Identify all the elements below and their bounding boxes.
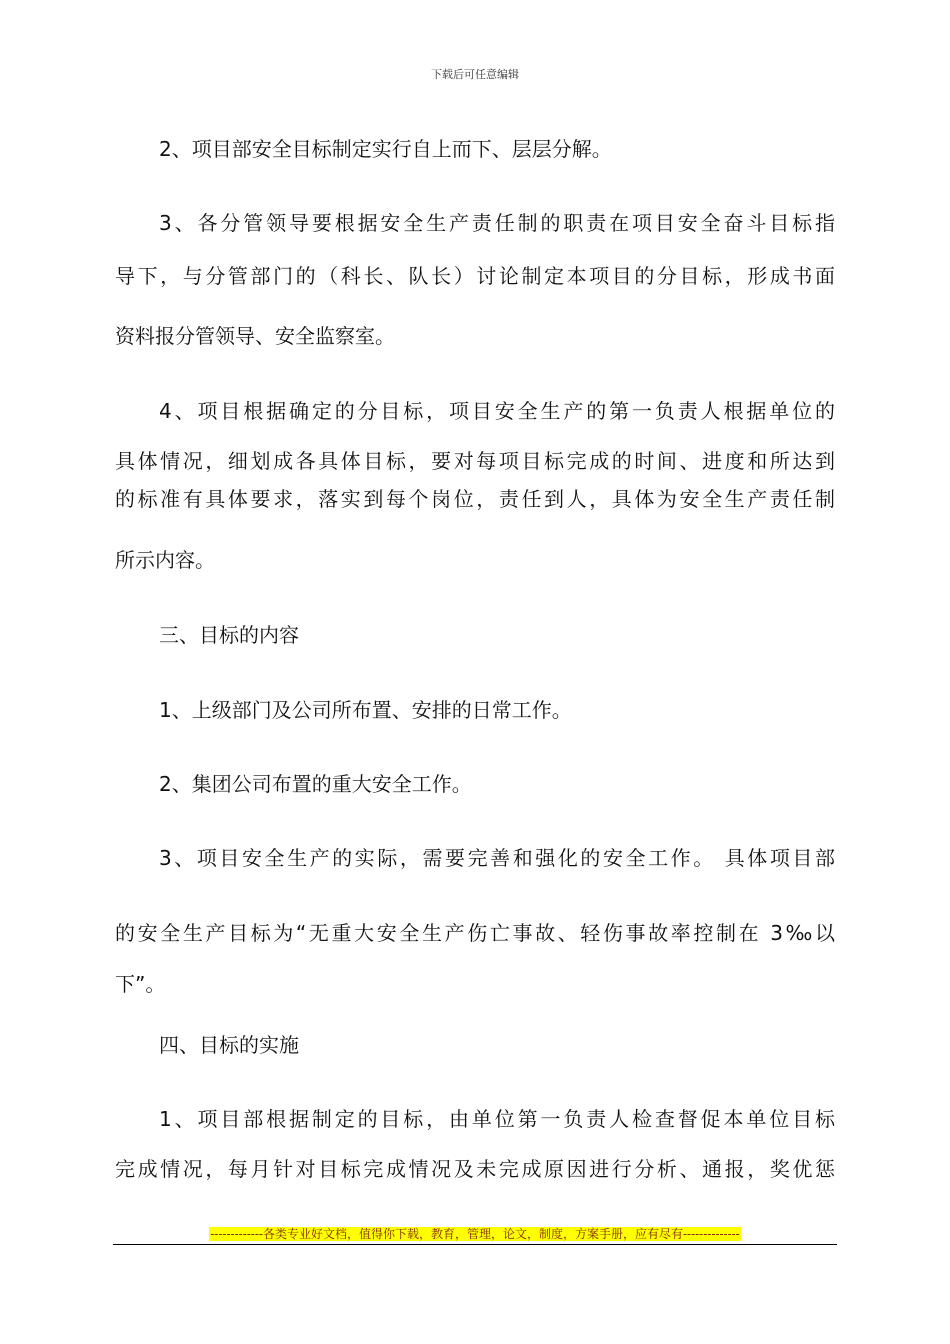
paragraph-line: 2、集团公司布置的重大安全工作。 bbox=[159, 772, 472, 796]
paragraph-line: 所示内容。 bbox=[115, 548, 215, 572]
paragraph-line: 2、项目部安全目标制定实行自上而下、层层分解。 bbox=[159, 137, 612, 161]
footer-divider bbox=[113, 1244, 837, 1245]
paragraph-line: 4、项目根据确定的分目标，项目安全生产的第一负责人根据单位的 bbox=[159, 399, 835, 423]
paragraph-line: 1、项目部根据制定的目标，由单位第一负责人检查督促本单位目标 bbox=[159, 1107, 835, 1131]
paragraph-line: 完成情况，每月针对目标完成情况及未完成原因进行分析、通报，奖优惩 bbox=[115, 1157, 835, 1181]
footer-banner bbox=[0, 1226, 950, 1242]
paragraph-line: 1、上级部门及公司所布置、安排的日常工作。 bbox=[159, 698, 572, 722]
paragraph-line: 下”。 bbox=[115, 972, 166, 996]
paragraph-line: 的标准有具体要求，落实到每个岗位，责任到人，具体为安全生产责任制 bbox=[115, 487, 835, 511]
paragraph-line: 的安全生产目标为“无重大安全生产伤亡事故、轻伤事故率控制在 3‰以 bbox=[115, 921, 835, 945]
header-note: 下载后可任意编辑 bbox=[431, 68, 519, 81]
paragraph-line: 导下，与分管部门的（科长、队长）讨论制定本项目的分目标，形成书面 bbox=[115, 264, 835, 288]
paragraph-line: 资料报分管领导、安全监察室。 bbox=[115, 324, 395, 348]
section-heading: 四、目标的实施 bbox=[159, 1033, 299, 1057]
paragraph-line: 3、各分管领导要根据安全生产责任制的职责在项目安全奋斗目标指 bbox=[159, 211, 835, 235]
footer-banner-text: -------------各类专业好文档，值得你下载，教育，管理，论文，制度，方案手册，应有尽有-------------- bbox=[210, 1227, 740, 1241]
paragraph-line: 3、项目安全生产的实际，需要完善和强化的安全工作。 具体项目部 bbox=[159, 846, 835, 870]
section-heading: 三、目标的内容 bbox=[159, 623, 299, 647]
paragraph-line: 具体情况，细划成各具体目标，要对每项目标完成的时间、进度和所达到 bbox=[115, 449, 835, 473]
